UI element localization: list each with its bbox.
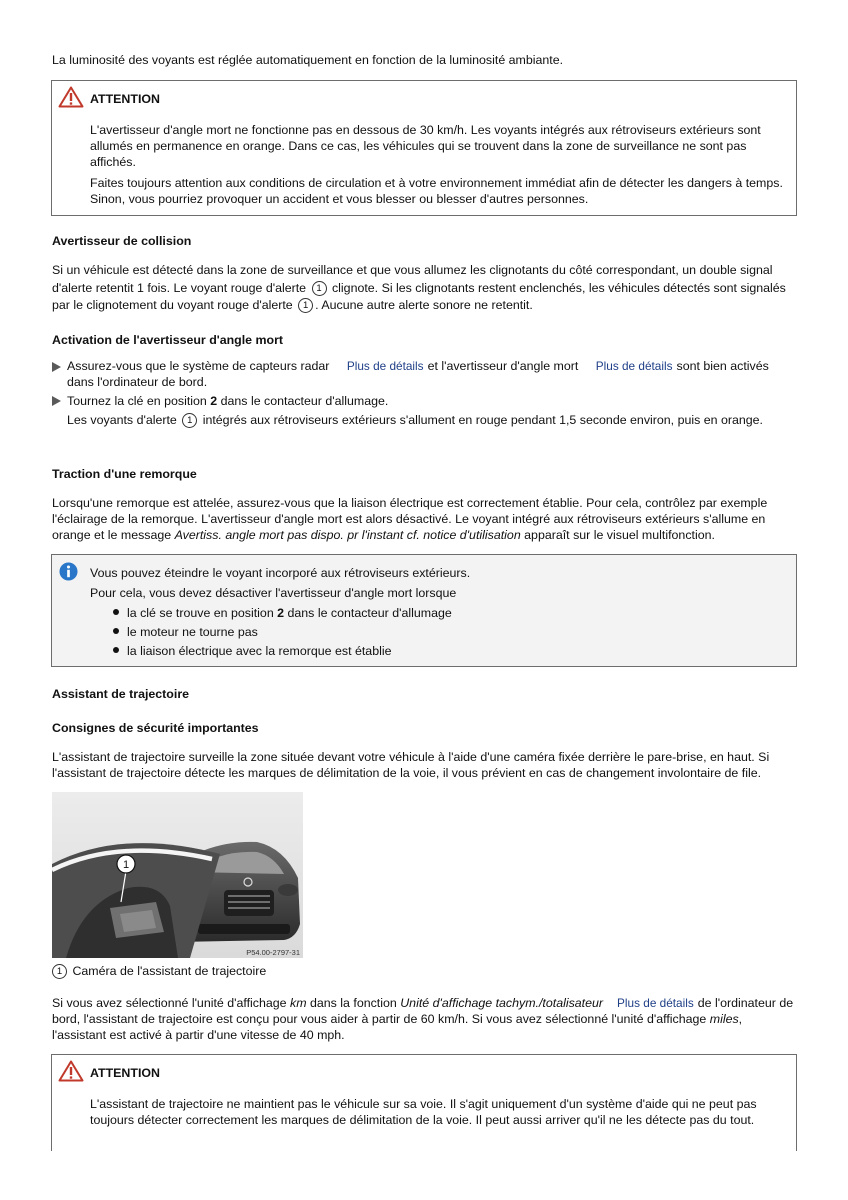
warning-box	[51, 1054, 797, 1151]
info-paragraph: Vous pouvez éteindre le voyant incorporé aux rétroviseurs extérieurs.	[90, 566, 471, 580]
section-heading: Traction d'une remorque	[52, 467, 197, 481]
collision-text: Si un véhicule est détecté dans la zone de surveillance et que vous allumez les clignotants du côté correspondant, un double signal d'alerte retentit 1 fois. Le voyant rouge d'alerte 1 clignote. Si les clignotants restent enclenchés, les véhicules détectés sont signalés par le clignotement du voyant rouge d'alerte 1 . Aucune autre alerte sonore ne retentit.	[52, 263, 786, 312]
camera-photo	[52, 792, 303, 958]
info-bullet: la liaison électrique avec la remorque est établie	[127, 644, 392, 658]
details-link[interactable]: Plus de détails	[346, 359, 424, 373]
callout-number: 1	[122, 859, 130, 871]
step-result: Les voyants d'alerte 1 intégrés aux rétroviseurs extérieurs s'allument en rouge pendant 1,5 seconde environ, puis en orange.	[67, 413, 763, 427]
warning-paragraph: L'assistant de trajectoire ne maintient pas le véhicule sur sa voie. Il s'agit uniquement d'un système d'aide qui ne peut pas toujours détecter correctement les marques de délimitation de la voie. Il peut aussi arriver qu'il ne les détecte pas du tout.	[90, 1097, 757, 1127]
section-subheading: Consignes de sécurité importantes	[52, 721, 259, 735]
step-item: Assurez-vous que le système de capteurs radar Plus de détails et l'avertisseur d'angle mort Plus de détails sont bien activés dans l'ordinateur de bord.	[67, 359, 769, 389]
warning-lamp-marker: 1	[312, 281, 327, 296]
section-heading: Activation de l'avertisseur d'angle mort	[52, 333, 284, 347]
info-bullet: le moteur ne tourne pas	[127, 625, 258, 639]
bullet-icon	[113, 609, 119, 615]
warning-title: ATTENTION	[90, 92, 160, 106]
photo-code: P54.00-2797-31	[246, 948, 300, 957]
warning-lamp-marker: 1	[298, 298, 313, 313]
section-heading: Assistant de trajectoire	[52, 687, 190, 701]
callout-marker: 1	[52, 964, 67, 979]
warning-triangle-icon	[58, 86, 84, 108]
warning-paragraph: L'avertisseur d'angle mort ne fonctionne pas en dessous de 30 km/h. Les voyants intégrés aux rétroviseurs extérieurs sont allumés en permanence en orange. Dans ce cas, les véhicules qui se trouvent dans la zone de surveillance ne sont pas affichés.	[90, 123, 761, 169]
warning-box	[51, 80, 797, 216]
warning-triangle-icon	[58, 1060, 84, 1082]
photo-caption: 1 Caméra de l'assistant de trajectoire	[52, 963, 798, 979]
trailer-text: Lorsqu'une remorque est attelée, assurez-vous que la liaison électrique est correctement établie. Pour cela, contrôlez par exemple l'éclairage de la remorque. L'avertisseur d'angle mort est alors désactivé. Le voyant intégré aux rétroviseurs extérieurs s'allume en orange et le message Avertiss. angle mort pas dispo. pr l'instant cf. notice d'utilisation apparaît sur le visuel multifonction.	[52, 496, 768, 542]
warning-paragraph: Faites toujours attention aux conditions de circulation et à votre environnement immédiat afin de détecter les dangers à temps. Sinon, vous pourriez provoquer un accident et vous blesser ou blesser d'autres personnes.	[90, 176, 783, 206]
warning-title: ATTENTION	[90, 1066, 160, 1080]
lane-text: L'assistant de trajectoire surveille la zone située devant votre véhicule à l'aide d'une caméra fixée derrière le pare-brise, en haut. Si l'assistant de trajectoire détecte les marques de délimitation de la voie, il vous prévient en cas de changement involontaire de file.	[52, 750, 770, 780]
unit-text: Si vous avez sélectionné l'unité d'affichage km dans la fonction Unité d'affichage tachym./totalisateur Plus de détails de l'ordinateur de bord, l'assistant de trajectoire est conçu pour vous aider à partir de 60 km/h. Si vous avez sélectionné l'unité d'affichage miles, l'assistant est activé à partir d'une vitesse de 40 mph.	[52, 996, 794, 1042]
section-heading: Avertisseur de collision	[52, 234, 192, 248]
info-icon	[59, 562, 78, 581]
info-box	[51, 554, 797, 667]
details-link[interactable]: Plus de détails	[595, 359, 673, 373]
intro-text: La luminosité des voyants est réglée automatiquement en fonction de la luminosité ambiante.	[52, 53, 564, 67]
warning-lamp-marker: 1	[182, 413, 197, 428]
step-item: Tournez la clé en position 2 dans le contacteur d'allumage.	[67, 394, 389, 408]
step-arrow-icon	[52, 396, 61, 406]
details-link[interactable]: Plus de détails	[617, 996, 694, 1010]
car-camera-illustration	[52, 792, 303, 958]
info-bullet: la clé se trouve en position 2 dans le contacteur d'allumage	[127, 606, 452, 620]
info-paragraph: Pour cela, vous devez désactiver l'avertisseur d'angle mort lorsque	[90, 586, 457, 600]
step-arrow-icon	[52, 362, 61, 372]
bullet-icon	[113, 628, 119, 634]
bullet-icon	[113, 647, 119, 653]
